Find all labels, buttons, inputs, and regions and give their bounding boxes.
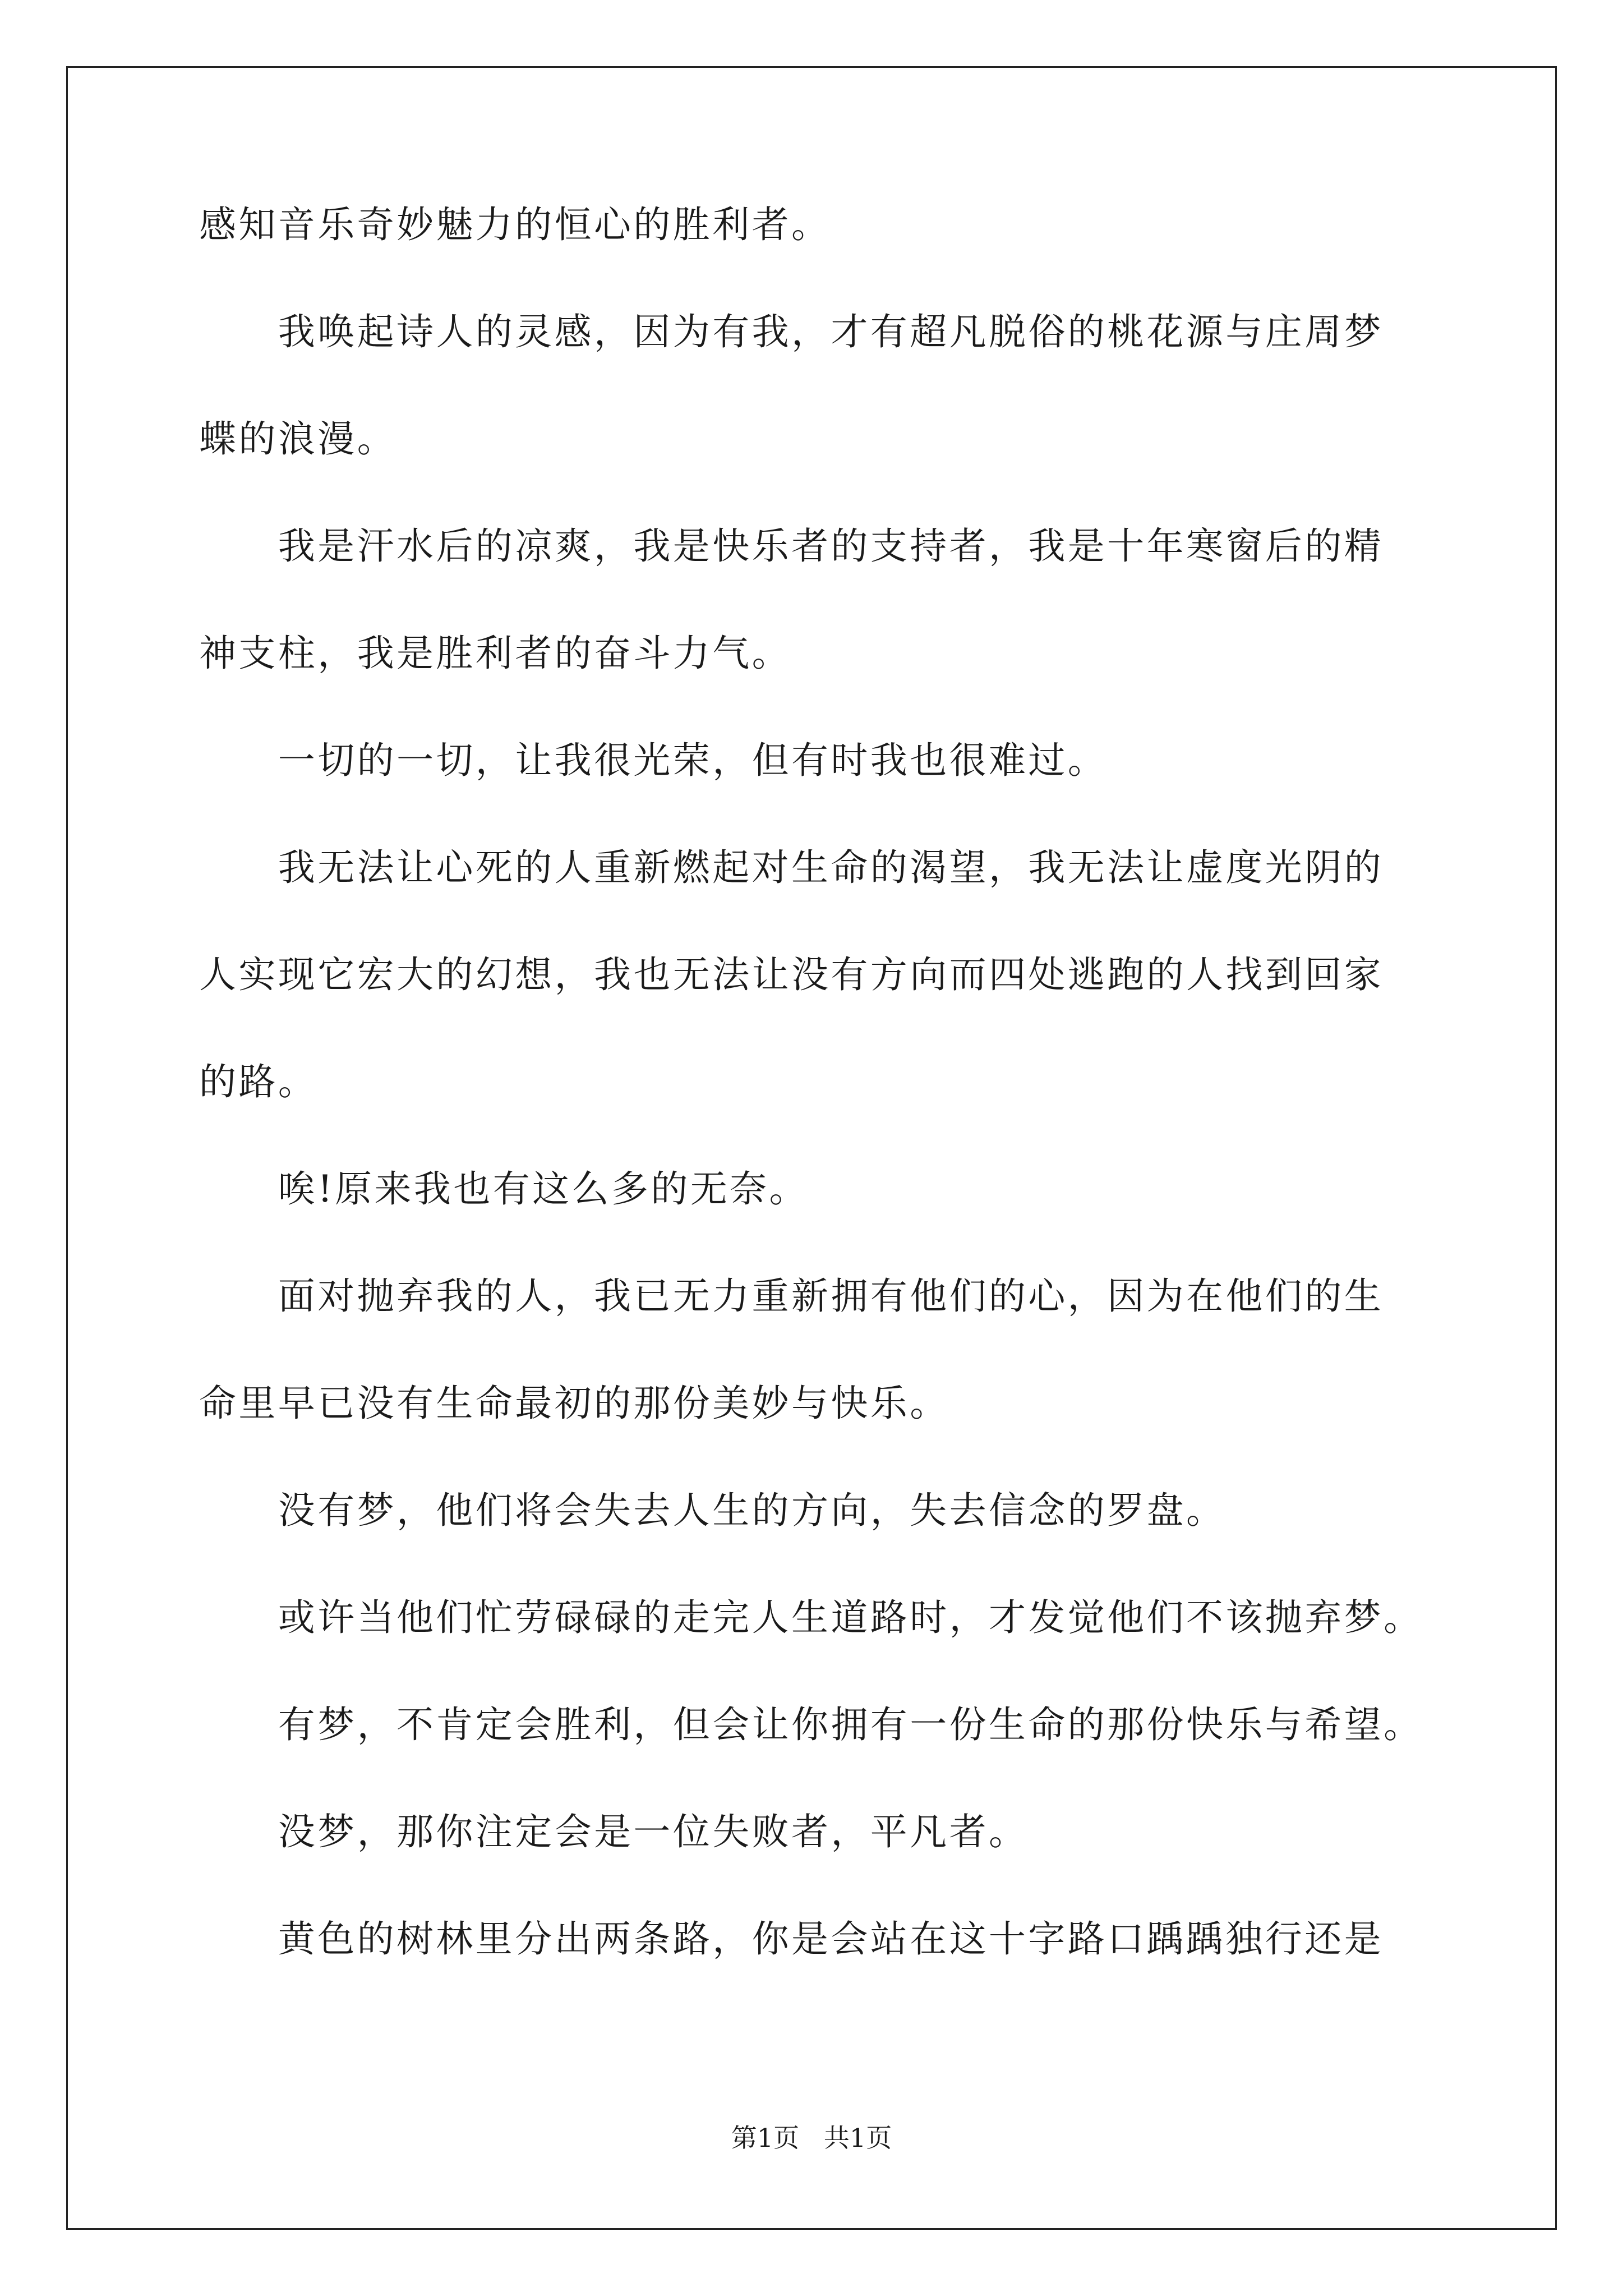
text-line: 感知音乐奇妙魅力的恒心的胜利者。 <box>199 203 831 246</box>
text-line: 的路。 <box>199 1060 318 1103</box>
text-line: 我唤起诗人的灵感，因为有我，才有超凡脱俗的桃花源与庄周梦 <box>199 310 1384 353</box>
text-line: 黄色的树林里分出两条路，你是会站在这十字路口踽踽独行还是 <box>199 1917 1384 1961</box>
text-line: 面对抛弃我的人，我已无力重新拥有他们的心，因为在他们的生 <box>199 1274 1384 1318</box>
text-line: 我是汗水后的凉爽，我是快乐者的支持者，我是十年寒窗后的精 <box>199 524 1384 568</box>
text-line: 没梦，那你注定会是一位失败者，平凡者。 <box>199 1810 1029 1853</box>
text-line: 没有梦，他们将会失去人生的方向，失去信念的罗盘。 <box>199 1489 1226 1532</box>
text-line: 有梦，不肯定会胜利，但会让你拥有一份生命的那份快乐与希望。 <box>199 1703 1423 1746</box>
text-line: 我无法让心死的人重新燃起对生命的渴望，我无法让虚度光阴的 <box>199 846 1384 889</box>
page-frame <box>66 66 1557 2230</box>
text-line: 人实现它宏大的幻想，我也无法让没有方向而四处逃跑的人找到回家 <box>199 953 1384 996</box>
text-line: 一切的一切，让我很光荣，但有时我也很难过。 <box>199 739 1108 782</box>
text-line: 蝶的浪漫。 <box>199 417 396 461</box>
text-line: 神支柱，我是胜利者的奋斗力气。 <box>199 632 791 675</box>
text-line: 唉!原来我也有这么多的无奈。 <box>199 1167 809 1211</box>
text-line: 命里早已没有生命最初的那份美妙与快乐。 <box>199 1382 949 1425</box>
page-number-footer: 第1页 共1页 <box>731 2123 892 2153</box>
text-line: 或许当他们忙劳碌碌的走完人生道路时，才发觉他们不该抛弃梦。 <box>199 1596 1423 1639</box>
